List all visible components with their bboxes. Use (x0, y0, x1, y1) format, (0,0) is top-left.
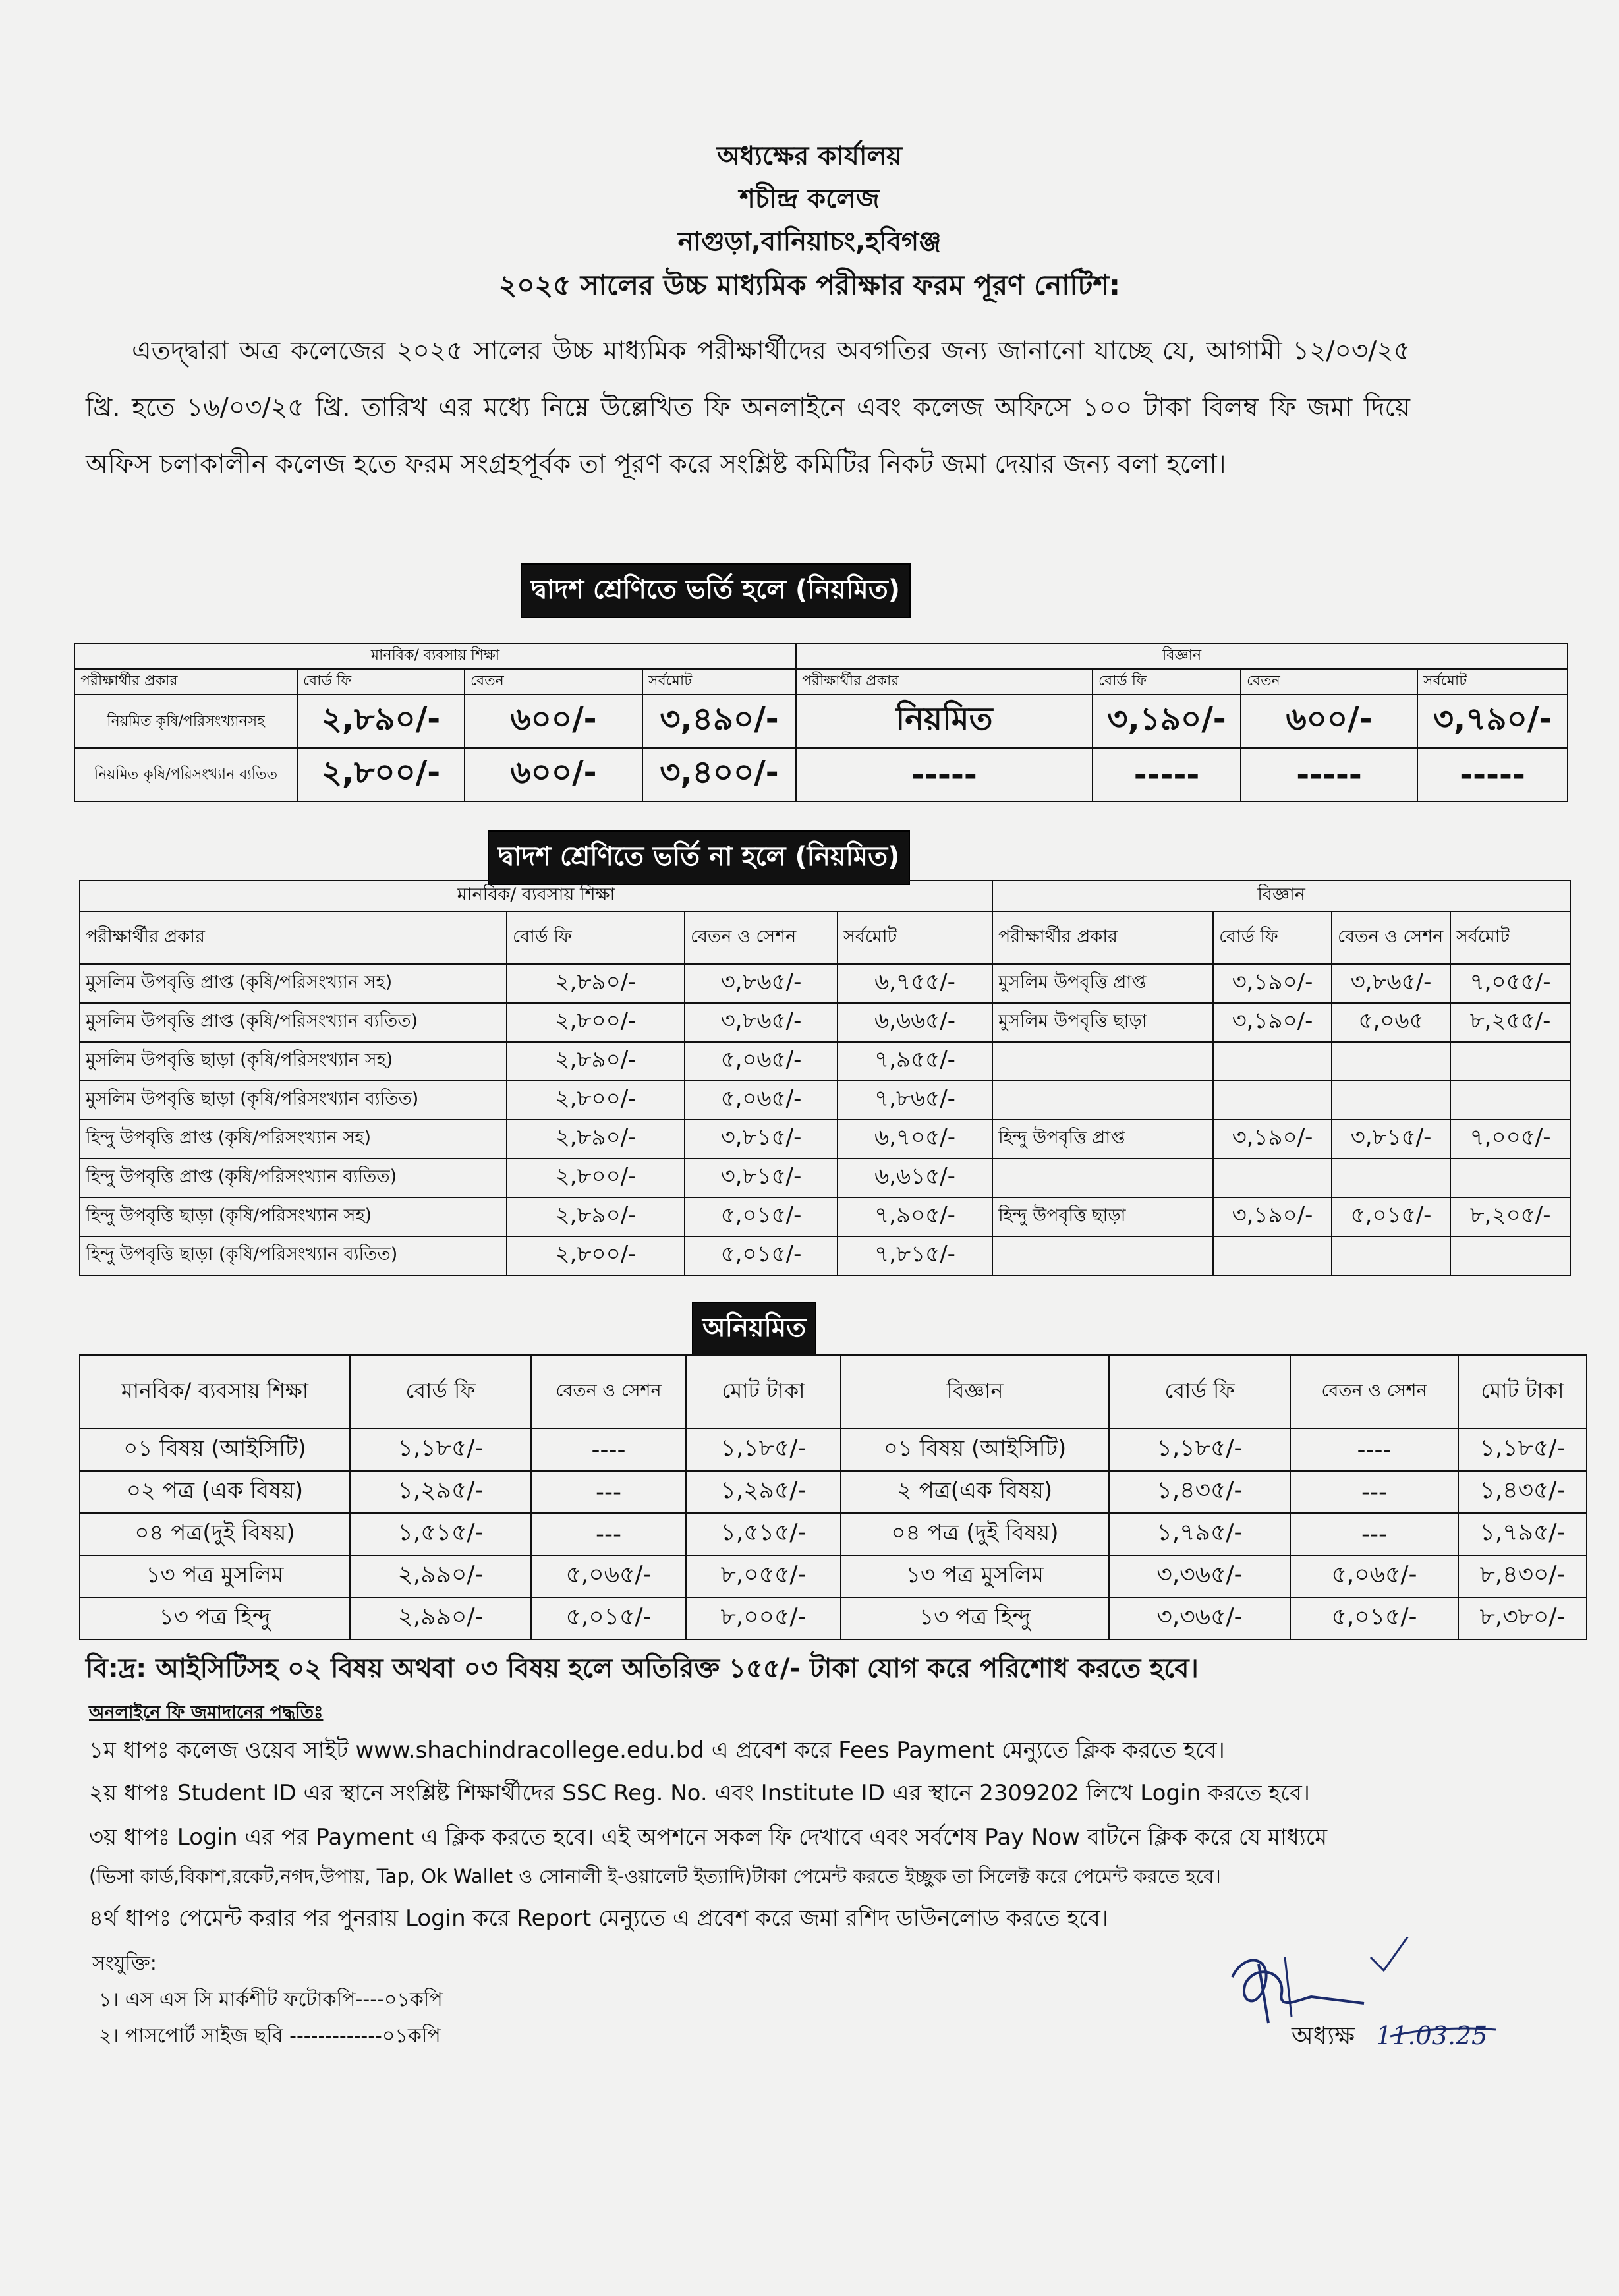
regular-admitted-table (74, 643, 1568, 802)
board-fee: ২,৯৯০/- (350, 1555, 531, 1597)
total: ৬,৬৬৫/- (838, 1003, 992, 1042)
science-label (992, 1159, 1213, 1197)
table-row (80, 1236, 1570, 1275)
science-label: নিয়মিত (796, 695, 1093, 748)
regular-not-admitted-table (79, 880, 1571, 1276)
science-label: ০১ বিষয় (আইসিটি) (841, 1429, 1109, 1471)
science-label: ----- (796, 748, 1093, 801)
science-label: ১৩ পত্র হিন্দু (841, 1597, 1109, 1640)
salary-session: ৩,৮১৫/- (685, 1120, 838, 1159)
table-row (80, 1555, 1587, 1597)
science-label (992, 1081, 1213, 1120)
board-fee: ২,৮৯০/- (507, 1197, 685, 1236)
table-row (80, 1159, 1570, 1197)
science-label: ১৩ পত্র মুসলিম (841, 1555, 1109, 1597)
salary-session: ---- (531, 1429, 686, 1471)
salary-session: ৩,৮৬৫/- (685, 1003, 838, 1042)
science-board-fee: ৩,৩৬৫/- (1109, 1555, 1290, 1597)
salary-session: ৫,০১৫/- (685, 1197, 838, 1236)
col-board-fee: বোর্ড ফি (507, 911, 685, 964)
group-humanities: মানবিক/ ব্যবসায় শিক্ষা (80, 880, 992, 911)
principal-title: অধ্যক্ষ (1292, 2021, 1355, 2050)
col-board-fee: বোর্ড ফি (1213, 911, 1332, 964)
intro-paragraph: এতদ্দ্বারা অত্র কলেজের ২০২৫ সালের উচ্চ মাধ্যমিক পরীক্ষার্থীদের অবগতির জন্য জানানো যাচ্ছে যে, আগামী ১২/০৩/২৫ খ্রি. হতে ১৬/০৩/২৫ খ্রি. তারিখ এর মধ্যে নিম্নে উল্লেখিত ফি অনলাইনে এবং কলেজ অফিসে ১০০ টাকা বিলম্ব ফি জমা দিয়ে অফিস চলাকালীন কলেজ হতে ফরম সংগ্রহপূর্বক তা পূরণ করে সংশ্লিষ্ট কমিটির নিকট জমা দেয়ার জন্য বলা হলো। (86, 336, 1410, 479)
step-3: ৩য় ধাপঃ Login এর পর Payment এ ক্লিক করতে হবে। এই অপশনে সকল ফি দেখাবে এবং সর্বশেষ Pay Now বাটনে ক্লিক করে যে মাধ্যমে (89, 1824, 1328, 1851)
col-total: মোট টাকা (1458, 1355, 1587, 1429)
notice-title: ২০২৫ সালের উচ্চ মাধ্যমিক পরীক্ষার ফরম পূরণ নোটিশ: (499, 269, 1120, 301)
total: ৬,৬১৫/- (838, 1159, 992, 1197)
table-row (80, 1513, 1587, 1555)
step-4: ৪র্থ ধাপঃ পেমেন্ট করার পর পুনরায় Login করে Report মেন্যুতে এ প্রবেশ করে জমা রশিদ ডাউনলোড করতে হবে। (89, 1905, 1108, 1932)
table-row (80, 1081, 1570, 1120)
col-salary-session: বেতন ও সেশন (685, 911, 838, 964)
irregular-table (79, 1354, 1587, 1640)
science-salary-session: ৫,০৬৫ (1332, 1003, 1450, 1042)
board-fee: ২,৮০০/- (507, 1081, 685, 1120)
col-board-fee: বোর্ড ফি (1093, 669, 1241, 695)
science-label: মুসলিম উপবৃত্তি ছাড়া (992, 1003, 1213, 1042)
science-total: ৭,০৫৫/- (1450, 964, 1570, 1003)
col-salary-session: বেতন ও সেশন (531, 1355, 686, 1429)
total: ৭,৮৬৫/- (838, 1081, 992, 1120)
science-label: মুসলিম উপবৃত্তি প্রাপ্ত (992, 964, 1213, 1003)
row-label: মুসলিম উপবৃত্তি প্রাপ্ত (কৃষি/পরিসংখ্যান সহ) (80, 964, 507, 1003)
row-label: ১৩ পত্র হিন্দু (80, 1597, 350, 1640)
group-humanities: মানবিক/ ব্যবসায় শিক্ষা (74, 643, 796, 669)
section1-banner: দ্বাদশ শ্রেণিতে ভর্তি হলে (নিয়মিত) (521, 563, 911, 618)
total: ৭,৮১৫/- (838, 1236, 992, 1275)
science-total: ----- (1417, 748, 1568, 801)
total: ৬,৭৫৫/- (838, 964, 992, 1003)
board-fee: ২,৮৯০/- (297, 695, 465, 748)
total: ৩,৪৯০/- (642, 695, 796, 748)
salary-session: ৫,০১৫/- (531, 1597, 686, 1640)
salary-session: ৫,০৬৫/- (685, 1042, 838, 1081)
row-label: মুসলিম উপবৃত্তি ছাড়া (কৃষি/পরিসংখ্যান ব্যতিত) (80, 1081, 507, 1120)
science-salary-session: ৩,৮৬৫/- (1332, 964, 1450, 1003)
attachment-1: ১। এস এস সি মার্কশীট ফটোকপি----০১কপি (99, 1988, 443, 2011)
col-type: পরীক্ষার্থীর প্রকার (796, 669, 1093, 695)
row-label: হিন্দু উপবৃত্তি প্রাপ্ত (কৃষি/পরিসংখ্যান ব্যতিত) (80, 1159, 507, 1197)
office-title: অধ্যক্ষের কার্যালয় (717, 141, 902, 171)
science-total: ৮,২০৫/- (1450, 1197, 1570, 1236)
table-row (80, 1471, 1587, 1513)
total: ৬,৭০৫/- (838, 1120, 992, 1159)
total: ৮,০৫৫/- (686, 1555, 841, 1597)
science-total: ৭,০০৫/- (1450, 1120, 1570, 1159)
total: ৭,৯০৫/- (838, 1197, 992, 1236)
science-salary: ৬০০/- (1241, 695, 1417, 748)
board-fee: ২,৮০০/- (507, 1003, 685, 1042)
board-fee: ২,৮০০/- (297, 748, 465, 801)
row-label: নিয়মিত কৃষি/পরিসংখ্যান ব্যতিত (74, 748, 297, 801)
science-board-fee: ১,৪৩৫/- (1109, 1471, 1290, 1513)
total: ৩,৪০০/- (642, 748, 796, 801)
table-row (80, 1429, 1587, 1471)
science-board-fee: ৩,১৯০/- (1213, 1197, 1332, 1236)
table-row (74, 748, 1568, 801)
col-type: পরীক্ষার্থীর প্রকার (80, 911, 507, 964)
science-board-fee: ১,১৮৫/- (1109, 1429, 1290, 1471)
science-salary-session: ---- (1290, 1429, 1458, 1471)
salary-session: --- (531, 1513, 686, 1555)
science-total: ৩,৭৯০/- (1417, 695, 1568, 748)
science-salary-session (1332, 1042, 1450, 1081)
table-row (80, 1197, 1570, 1236)
col-salary-session: বেতন ও সেশন (1290, 1355, 1458, 1429)
group-science: বিজ্ঞান (992, 880, 1570, 911)
row-label: ১৩ পত্র মুসলিম (80, 1555, 350, 1597)
science-board-fee (1213, 1042, 1332, 1081)
science-board-fee (1213, 1159, 1332, 1197)
science-total: ১,৪৩৫/- (1458, 1471, 1587, 1513)
science-total (1450, 1236, 1570, 1275)
row-label: মুসলিম উপবৃত্তি ছাড়া (কৃষি/পরিসংখ্যান সহ) (80, 1042, 507, 1081)
board-fee: ১,৫১৫/- (350, 1513, 531, 1555)
science-board-fee (1213, 1081, 1332, 1120)
science-total: ১,১৮৫/- (1458, 1429, 1587, 1471)
total: ৮,০০৫/- (686, 1597, 841, 1640)
science-board-fee (1213, 1236, 1332, 1275)
science-total: ৮,৪৩০/- (1458, 1555, 1587, 1597)
science-total (1450, 1081, 1570, 1120)
section3-banner: অনিয়মিত (692, 1302, 816, 1356)
board-fee: ২,৮০০/- (507, 1159, 685, 1197)
footnote: বি:দ্র: আইসিটিসহ ০২ বিষয় অথবা ০৩ বিষয় হলে অতিরিক্ত ১৫৫/- টাকা যোগ করে পরিশোধ করতে হবে। (86, 1653, 1199, 1684)
salary-session: ৫,০৬৫/- (685, 1081, 838, 1120)
row-label: হিন্দু উপবৃত্তি প্রাপ্ত (কৃষি/পরিসংখ্যান সহ) (80, 1120, 507, 1159)
col-salary: বেতন (1241, 669, 1417, 695)
board-fee: ২,৮৯০/- (507, 1042, 685, 1081)
col-total: সর্বমোট (1450, 911, 1570, 964)
table-row (80, 1042, 1570, 1081)
science-total: ৮,২৫৫/- (1450, 1003, 1570, 1042)
row-label: ০২ পত্র (এক বিষয়) (80, 1471, 350, 1513)
attachment-2: ২। পাসপোর্ট সাইজ ছবি -------------০১কপি (99, 2024, 441, 2048)
science-salary: ----- (1241, 748, 1417, 801)
step-2: ২য় ধাপঃ Student ID এর স্থানে সংশ্লিষ্ট শিক্ষার্থীদের SSC Reg. No. এবং Institute ID এর স্থানে 2309202 লিখে Login করতে হবে। (89, 1780, 1310, 1806)
science-salary-session (1332, 1236, 1450, 1275)
board-fee: ১,১৮৫/- (350, 1429, 531, 1471)
table-row (80, 1003, 1570, 1042)
science-salary-session: ৩,৮১৫/- (1332, 1120, 1450, 1159)
col-salary-session: বেতন ও সেশন (1332, 911, 1450, 964)
col-type: পরীক্ষার্থীর প্রকার (74, 669, 297, 695)
science-label: হিন্দু উপবৃত্তি ছাড়া (992, 1197, 1213, 1236)
salary-session: --- (531, 1471, 686, 1513)
table-row (80, 1597, 1587, 1640)
board-fee: ১,২৯৫/- (350, 1471, 531, 1513)
science-salary-session: ৫,০৬৫/- (1290, 1555, 1458, 1597)
salary-session: ৫,০৬৫/- (531, 1555, 686, 1597)
col-salary: বেতন (465, 669, 642, 695)
row-label: নিয়মিত কৃষি/পরিসংখ্যানসহ (74, 695, 297, 748)
board-fee: ২,৯৯০/- (350, 1597, 531, 1640)
science-salary-session: ৫,০১৫/- (1290, 1597, 1458, 1640)
science-board-fee: ৩,১৯০/- (1093, 695, 1241, 748)
science-label: হিন্দু উপবৃত্তি প্রাপ্ত (992, 1120, 1213, 1159)
table-row (80, 1120, 1570, 1159)
total: ৭,৯৫৫/- (838, 1042, 992, 1081)
step-1: ১ম ধাপঃ কলেজ ওয়েব সাইট www.shachindracollege.edu.bd এ প্রবেশ করে Fees Payment মেন্যুতে ক্লিক করতে হবে। (89, 1737, 1225, 1764)
science-total (1450, 1159, 1570, 1197)
col-total: সর্বমোট (1417, 669, 1568, 695)
science-total: ১,৭৯৫/- (1458, 1513, 1587, 1555)
science-salary-session (1332, 1159, 1450, 1197)
group-science: বিজ্ঞান (796, 643, 1568, 669)
science-label: ০৪ পত্র (দুই বিষয়) (841, 1513, 1109, 1555)
science-board-fee: ৩,১৯০/- (1213, 1003, 1332, 1042)
total: ১,৫১৫/- (686, 1513, 841, 1555)
row-label: হিন্দু উপবৃত্তি ছাড়া (কৃষি/পরিসংখ্যান সহ) (80, 1197, 507, 1236)
salary: ৬০০/- (465, 748, 642, 801)
attachments-title: সংযুক্তি: (92, 1952, 157, 1975)
col-total: মোট টাকা (686, 1355, 841, 1429)
science-total (1450, 1042, 1570, 1081)
total: ১,২৯৫/- (686, 1471, 841, 1513)
col-science: বিজ্ঞান (841, 1355, 1109, 1429)
salary-session: ৫,০১৫/- (685, 1236, 838, 1275)
row-label: মুসলিম উপবৃত্তি প্রাপ্ত (কৃষি/পরিসংখ্যান ব্যতিত) (80, 1003, 507, 1042)
row-label: ০১ বিষয় (আইসিটি) (80, 1429, 350, 1471)
principal-label (1292, 2017, 1487, 2059)
college-address: নাগুড়া,বানিয়াচং,হবিগঞ্জ (677, 227, 942, 257)
salary-session: ৩,৮৬৫/- (685, 964, 838, 1003)
science-board-fee: ----- (1093, 748, 1241, 801)
col-type: পরীক্ষার্থীর প্রকার (992, 911, 1213, 964)
table-row (80, 964, 1570, 1003)
board-fee: ২,৮০০/- (507, 1236, 685, 1275)
science-board-fee: ৩,৩৬৫/- (1109, 1597, 1290, 1640)
science-label (992, 1042, 1213, 1081)
science-board-fee: ৩,১৯০/- (1213, 964, 1332, 1003)
col-board-fee: বোর্ড ফি (1109, 1355, 1290, 1429)
signature-date: 11.03.25 (1376, 2021, 1488, 2050)
college-name: শচীন্দ্র কলেজ (739, 184, 880, 214)
board-fee: ২,৮৯০/- (507, 964, 685, 1003)
col-humanities: মানবিক/ ব্যবসায় শিক্ষা (80, 1355, 350, 1429)
science-label: ২ পত্র(এক বিষয়) (841, 1471, 1109, 1513)
science-salary-session: ৫,০১৫/- (1332, 1197, 1450, 1236)
row-label: ০৪ পত্র(দুই বিষয়) (80, 1513, 350, 1555)
science-salary-session: --- (1290, 1471, 1458, 1513)
science-label (992, 1236, 1213, 1275)
science-total: ৮,৩৮০/- (1458, 1597, 1587, 1640)
col-total: সর্বমোট (642, 669, 796, 695)
step-3-continued: (ভিসা কার্ড,বিকাশ,রকেট,নগদ,উপায়, Tap, Ok Wallet ও সোনালী ই-ওয়ালেট ইত্যাদি)টাকা পেমেন্ট করতে ইচ্ছুক তা সিলেক্ট করে পেমেন্ট করতে হবে। (89, 1865, 1221, 1887)
total: ১,১৮৫/- (686, 1429, 841, 1471)
salary: ৬০০/- (465, 695, 642, 748)
payment-method-title: অনলাইনে ফি জমাদানের পদ্ধতিঃ (89, 1702, 324, 1723)
science-board-fee: ৩,১৯০/- (1213, 1120, 1332, 1159)
section2-banner: দ্বাদশ শ্রেণিতে ভর্তি না হলে (নিয়মিত) (488, 830, 910, 885)
col-board-fee: বোর্ড ফি (297, 669, 465, 695)
science-salary-session (1332, 1081, 1450, 1120)
science-board-fee: ১,৭৯৫/- (1109, 1513, 1290, 1555)
table-row (74, 695, 1568, 748)
col-board-fee: বোর্ড ফি (350, 1355, 531, 1429)
row-label: হিন্দু উপবৃত্তি ছাড়া (কৃষি/পরিসংখ্যান ব্যতিত) (80, 1236, 507, 1275)
board-fee: ২,৮৯০/- (507, 1120, 685, 1159)
salary-session: ৩,৮১৫/- (685, 1159, 838, 1197)
col-total: সর্বমোট (838, 911, 992, 964)
science-salary-session: --- (1290, 1513, 1458, 1555)
